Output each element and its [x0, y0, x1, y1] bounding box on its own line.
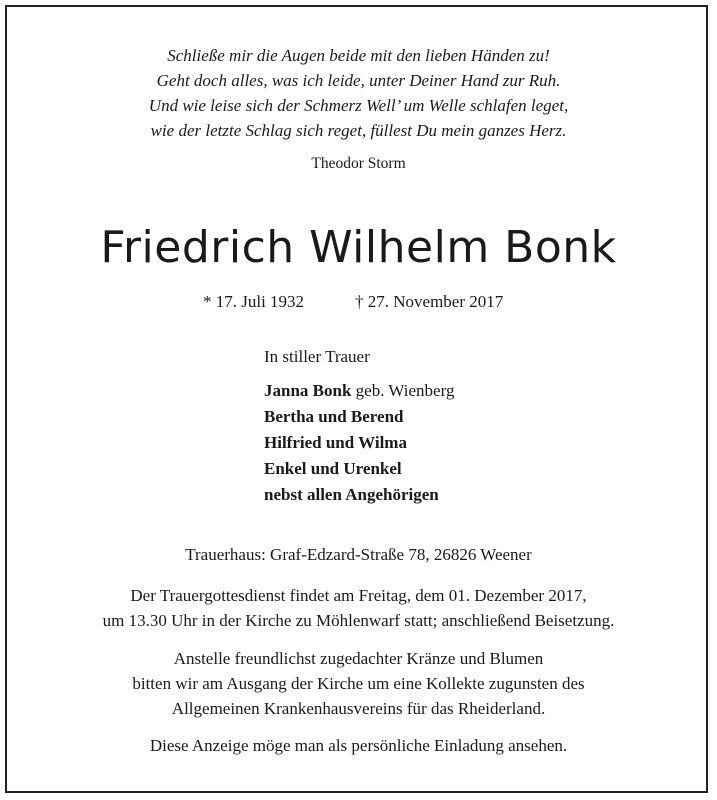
service-info [0, 583, 717, 633]
donation-info [0, 646, 717, 721]
service-line: um 13.30 Uhr in der Kirche zu Möhlenwarf statt; anschließend Beisetzung. [102, 611, 615, 630]
mourner-name: Enkel und Urenkel [264, 459, 402, 478]
poem-line: Schließe mir die Augen beide mit den lieben Händen zu! [167, 46, 550, 65]
birth-date: * 17. Juli 1932 [203, 292, 305, 311]
mourner-row [264, 430, 454, 456]
closing-text: Diese Anzeige möge man als persönliche Einladung ansehen. [149, 736, 568, 755]
death-date: † 27. November 2017 [355, 292, 504, 311]
poem [0, 43, 717, 143]
mourner-name: Hilfried und Wilma [264, 433, 407, 452]
donation-line: bitten wir am Ausgang der Kirche um eine Kollekte zugunsten des [132, 674, 585, 693]
mourning-house-address: Trauerhaus: Graf-Edzard-Straße 78, 26826 Weener [185, 545, 532, 564]
closing-note [0, 733, 717, 758]
mourner-row [264, 456, 454, 482]
poem-author: Theodor Storm [311, 155, 406, 172]
mourners-intro: In stiller Trauer [264, 347, 370, 366]
deceased-name: Friedrich Wilhelm Bonk [100, 222, 617, 273]
poem-line: wie der letzte Schlag sich reget, füllest Du mein ganzes Herz. [150, 121, 567, 140]
mourner-row [264, 378, 454, 404]
poem-line: Und wie leise sich der Schmerz Well’ um Welle schlafen leget, [148, 96, 569, 115]
mourner-name: Bertha und Berend [264, 407, 404, 426]
mourner-row [264, 404, 454, 430]
donation-line: Anstelle freundlichst zugedachter Kränze und Blumen [173, 649, 544, 668]
mourner-row [264, 482, 454, 508]
service-line: Der Trauergottesdienst findet am Freitag, dem 01. Dezember 2017, [130, 586, 587, 605]
mourner-name: nebst allen Angehörigen [264, 485, 439, 504]
poem-line: Geht doch alles, was ich leide, unter Deiner Hand zur Ruh. [156, 71, 561, 90]
donation-line: Allgemeinen Krankenhausvereins für das Rheiderland. [171, 699, 546, 718]
mourner-name: Janna Bonk [264, 381, 352, 400]
mourning-house [0, 542, 717, 567]
mourner-suffix: geb. Wienberg [351, 381, 455, 400]
mourners-block [264, 346, 454, 508]
